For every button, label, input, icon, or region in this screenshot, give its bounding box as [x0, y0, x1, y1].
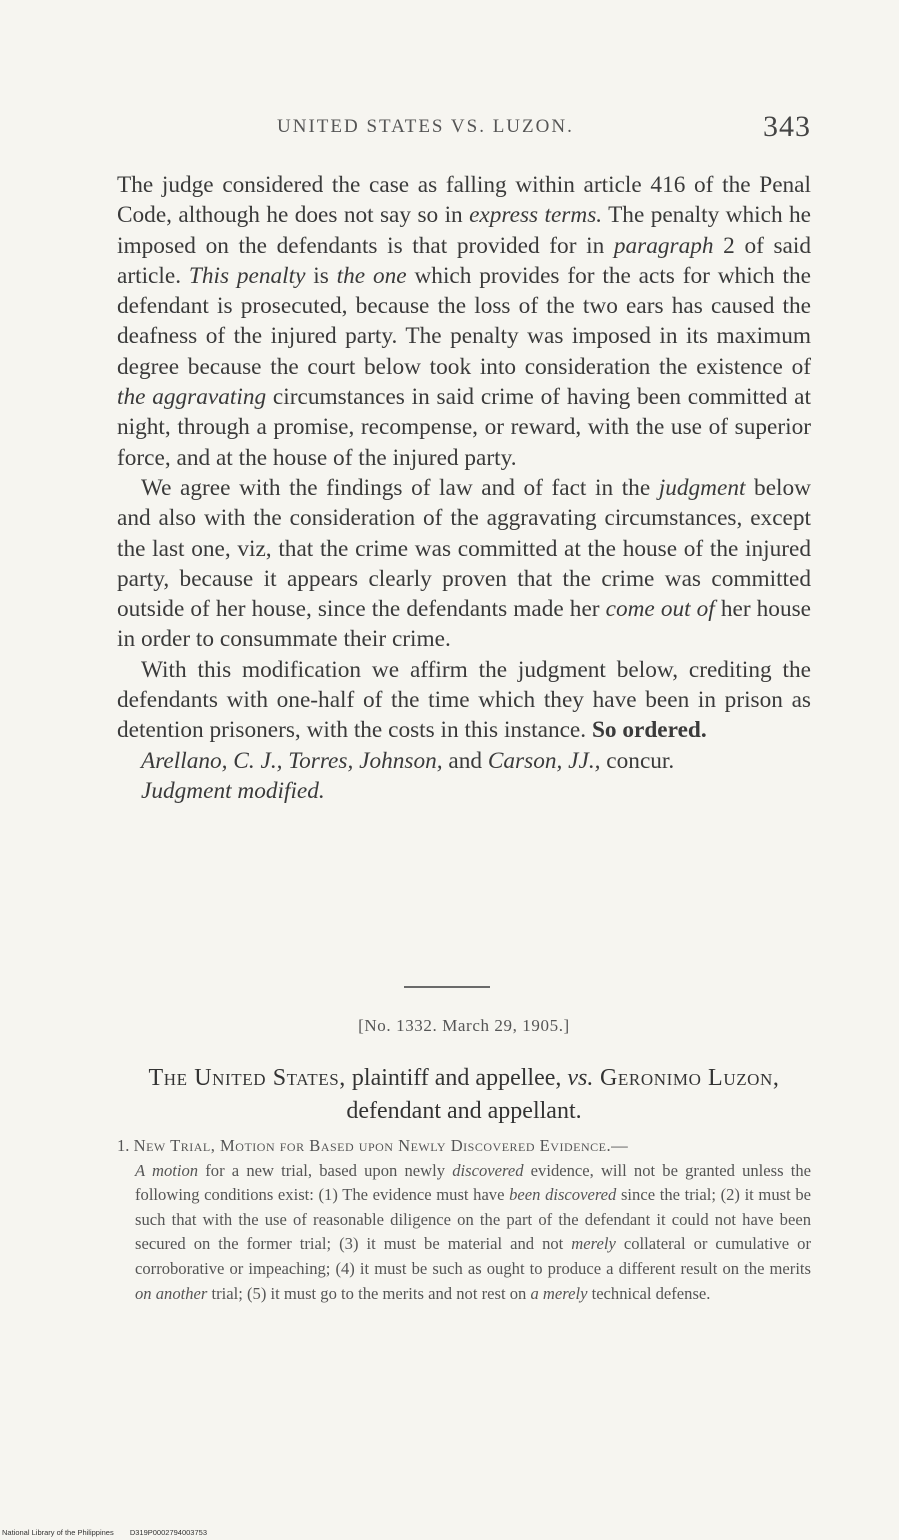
justices-names: Arellano, C. J., Torres, Johnson,: [141, 747, 443, 774]
versus: vs.: [567, 1065, 594, 1091]
text-run: judgment: [658, 474, 746, 501]
text-run: the one: [336, 262, 407, 289]
text-run: below and also with the consideration of the aggravating circumstances, except the last one, viz, that the crime was committed at the house of the injured party, because it appears clearly proven that the crime was committed outside of her house, since the defendants made her: [117, 474, 811, 623]
text-run: This penalty: [188, 262, 306, 289]
text-run: paragraph: [613, 232, 714, 259]
library-credit: National Library of the Philippines: [2, 1528, 114, 1537]
text-run: been discovered: [509, 1185, 617, 1205]
opinion-paragraph-3: [117, 655, 811, 746]
so-ordered: So ordered.: [591, 717, 707, 744]
text-run: circumstances in said crime of having been committed at night, through a promise, recompense, or reward, with the use of superior force, and at the house of the injured party.: [117, 384, 811, 471]
text-run: A motion: [135, 1160, 199, 1180]
plaintiff-name: The United States,: [148, 1065, 346, 1091]
section-divider: [404, 986, 490, 988]
syllabus-body: [117, 1159, 811, 1307]
text-run: for a new trial, based upon newly: [198, 1160, 453, 1180]
syllabus-heading-line: [117, 1134, 811, 1159]
judgment-line: [117, 776, 811, 806]
text-run: 2 of said article.: [117, 232, 812, 289]
text-run: express terms.: [469, 202, 603, 229]
running-head: [117, 110, 811, 150]
text-run: defendant and appellant.: [346, 1098, 582, 1124]
text-run: discovered: [452, 1160, 524, 1180]
text-run: We agree with the findings of law and of fact in the: [141, 474, 659, 501]
text-run: collateral or cumulative or corroborative or impeaching; (4) it must be such as ought to produce a different result on the merits: [135, 1234, 812, 1278]
running-title: UNITED STATES VS. LUZON.: [277, 116, 574, 137]
opinion-text: [117, 170, 811, 806]
text-run: the aggravating: [117, 384, 267, 411]
justice-carson: Carson, JJ.,: [487, 747, 601, 774]
defendant-name: Geronimo Luzon,: [593, 1065, 780, 1091]
syllabus-note: [117, 1134, 811, 1306]
text-run: a merely: [530, 1283, 588, 1303]
concurrence-line: [117, 746, 811, 776]
judgment-modified: Judgment modified.: [141, 777, 325, 804]
text-run: The penalty which he imposed on the defendants is that provided for in: [117, 202, 811, 259]
text-run: come out of: [605, 596, 715, 623]
syllabus-number: 1.: [117, 1136, 130, 1155]
text-run: evidence, will not be granted unless the following conditions exist: (1) The evidence must have: [135, 1160, 811, 1205]
text-run: technical defense.: [587, 1283, 711, 1303]
syllabus-heading: New Trial, Motion for Based upon Newly Discovered Evidence.—: [133, 1136, 629, 1155]
case-caption: [117, 1062, 811, 1128]
scan-footer: [2, 1528, 221, 1537]
text-run: plaintiff and appellee,: [345, 1065, 568, 1091]
text-run: trial; (5) it must go to the merits and not rest on: [207, 1283, 531, 1303]
text-run: is: [305, 262, 337, 289]
docket-number: [No. 1332. March 29, 1905.]: [358, 1016, 570, 1035]
text-run: With this modification we affirm the judgment below, crediting the defendants with one-half of the time which they have been in prison as detention prisoners, with the costs in this instance.: [117, 656, 811, 744]
opinion-paragraph-1: [117, 170, 811, 473]
text-run: concur.: [600, 747, 675, 774]
text-run: and: [442, 747, 488, 774]
text-run: The judge considered the case as falling within article 416 of the Penal Code, although he does not say so in: [117, 172, 811, 229]
page-number: 343: [763, 110, 811, 143]
text-run: on another: [135, 1283, 208, 1303]
text-run: which provides for the acts for which the defendant is prosecuted, because the loss of the two ears has caused the deafness of the injured party. The penalty was imposed in its maximum degree because the court below took into consideration the existence of: [117, 262, 811, 380]
text-run: since the trial; (2) it must be such that with the use of reasonable diligence on the part of the defendant it could not have been secured on the former trial; (3) it must be material and not: [135, 1185, 811, 1254]
scan-id: D319P0002794003753: [129, 1528, 207, 1537]
text-run: merely: [571, 1234, 616, 1254]
text-run: her house in order to consummate their crime.: [117, 596, 811, 653]
opinion-paragraph-2: [117, 473, 811, 655]
